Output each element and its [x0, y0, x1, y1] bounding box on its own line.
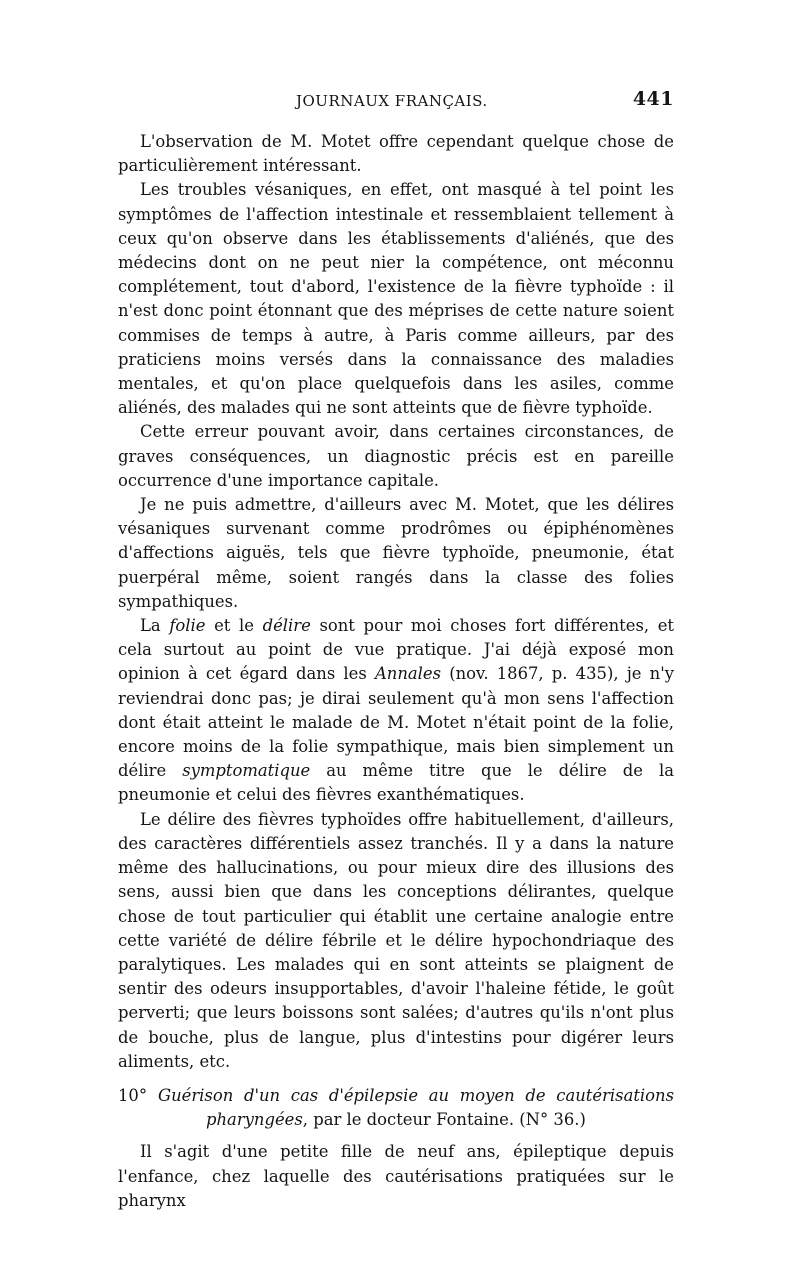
paragraph-5-text-c: sont pour moi choses fort différentes, et cela surtout au point de vue pratique. J'ai déjà exposé mon opinion à cet égard dans les [118, 616, 675, 684]
running-title: JOURNAUX FRANÇAIS. [296, 92, 488, 110]
section-title: Guérison d'un cas d'épilepsie au moyen de cautérisations pharyngées [158, 1085, 674, 1130]
paragraph-5-text-e: au même titre que le délire de la pneumonie et celui des fièvres exanthématiques. [118, 761, 674, 805]
paragraph-3: Cette erreur pouvant avoir, dans certaines circonstances, de graves conséquences, un diagnostic précis est en pareille occurrence d'une importance capitale. [118, 422, 674, 490]
book-page [118, 88, 674, 1213]
page-number: 441 [632, 88, 674, 110]
paragraph-5-text-b: et le [205, 616, 263, 636]
italic-symptomatique: symptomatique [182, 761, 311, 781]
section-author: , par le docteur Fontaine. (N° 36.) [302, 1110, 586, 1130]
body-text [118, 130, 674, 1213]
section-heading [118, 1084, 674, 1132]
paragraph-6: Le délire des fièvres typhoïdes offre habituellement, d'ailleurs, des caractères différentiels assez tranchés. Il y a dans la nature même des hallucinations, ou pour mieux dire des illusions des sens, aussi bien que dans les conceptions délirantes, quelque chose de tout particulier qui établit une certaine analogie entre cette variété de délire fébrile et le délire hypochondriaque des paralytiques. Les malades qui en sont atteints se plaignent de sentir des odeurs insupportables, d'avoir l'haleine fétide, le goût perverti; que leurs boissons sont salées; d'autres qu'ils n'ont plus de bouche, plus de langue, plus d'intestins pour digérer leurs aliments, etc. [118, 809, 674, 1071]
paragraph-5-text-a: La [140, 616, 170, 636]
italic-annales: Annales [374, 664, 442, 684]
italic-delire: délire [262, 616, 311, 636]
paragraph-4: Je ne puis admettre, d'ailleurs avec M. Motet, que les délires vésaniques survenant comme prodrômes ou épiphénomènes d'affections aiguës, tels que fièvre typhoïde, pneumonie, état puerpéral même, soient rangés dans la classe des folies sympathiques. [118, 495, 674, 611]
paragraph-5-text-d: (nov. 1867, p. 435), je n'y reviendrai donc pas; je dirai seulement qu'à mon sens l'affection dont était atteint le malade de M. Motet n'était point de la folie, encore moins de la folie sympathique, mais bien simplement un délire [118, 664, 674, 781]
paragraph-1: L'observation de M. Motet offre cependant quelque chose de particulièrement intéressant. [118, 132, 674, 176]
paragraph-7: Il s'agit d'une petite fille de neuf ans, épileptique depuis l'enfance, chez laquelle des cautérisations pratiquées sur le pharynx [118, 1142, 674, 1210]
italic-folie: folie [169, 616, 206, 636]
paragraph-2: Les troubles vésaniques, en effet, ont masqué à tel point les symptômes de l'affection intestinale et ressemblaient tellement à ceux qu'on observe dans les établissements d'aliénés, que des médecins dont on ne peut nier la compétence, ont méconnu complétement, tout d'abord, l'existence de la fièvre typhoïde : il n'est donc point étonnant que des méprises de cette nature soient commises de temps à autre, à Paris comme ailleurs, par des praticiens moins versés dans la connaissance des maladies mentales, et qu'on place quelquefois dans les asiles, comme aliénés, des malades qui ne sont atteints que de fièvre typhoïde. [118, 180, 674, 418]
running-head [118, 88, 674, 118]
section-number: 10° [118, 1085, 148, 1105]
paragraph-5 [118, 614, 674, 808]
